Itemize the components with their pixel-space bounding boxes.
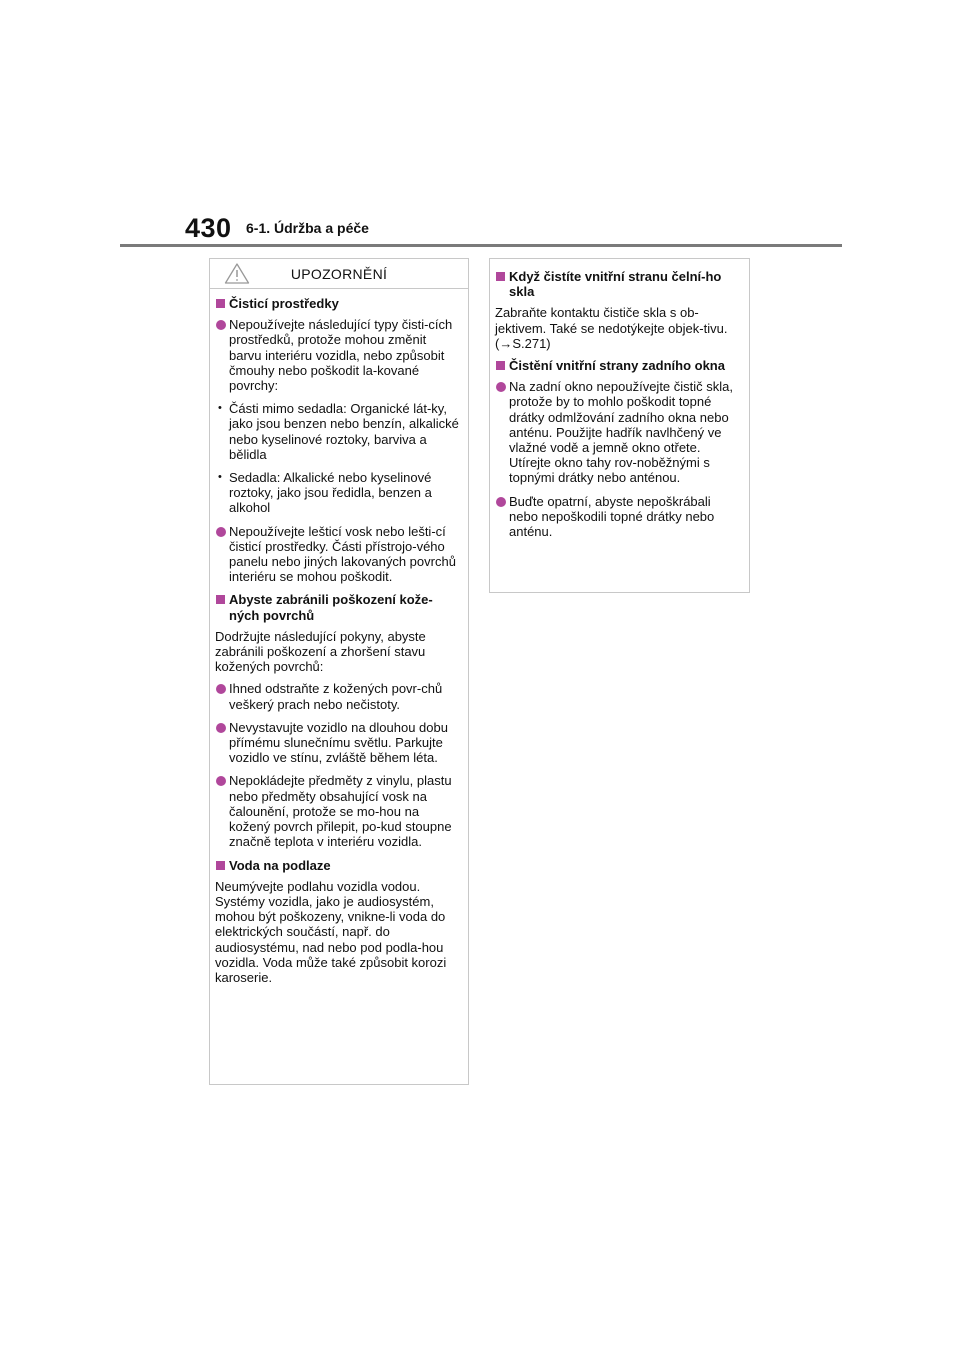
subheading-rear-window: Čistění vnitřní strany zadního okna bbox=[495, 358, 743, 373]
warning-triangle-icon bbox=[224, 262, 250, 285]
list-item: Nepoužívejte následující typy čisti-cích prostředků, protože mohou změnit barvu interiéru vozidla, nebo způsobit čmouhy nebo poškodit la-kované povrchy: bbox=[215, 317, 462, 393]
list-item: Nevystavujte vozidlo na dlouhou dobu přímému slunečnímu světlu. Parkujte vozidlo ve stínu, zvláště během léta. bbox=[215, 720, 462, 766]
warning-box-continued bbox=[489, 258, 750, 593]
section-title: 6-1. Údržba a péče bbox=[246, 220, 369, 236]
list-item: Buďte opatrní, abyste nepoškrábali nebo nepoškodili topné drátky nebo anténu. bbox=[495, 494, 743, 540]
subheading-leather: Abyste zabránili poškození kože-ných povrchů bbox=[215, 592, 462, 622]
warning-box bbox=[209, 258, 469, 1085]
warning-content bbox=[210, 289, 468, 985]
header-rule bbox=[120, 244, 842, 247]
list-item: Nepokládejte předměty z vinylu, plastu nebo předměty obsahující vosk na čalounění, protože se mo-hou na kožený povrch přilepit, po-kud stoupne značně teplota v interiéru vozidla. bbox=[215, 773, 462, 849]
subheading-windshield: Když čistíte vnitřní stranu čelní-ho skla bbox=[495, 269, 743, 299]
paragraph: Zabraňte kontaktu čističe skla s ob-jektivem. Také se nedotýkejte objek-tivu. (→S.271) bbox=[495, 305, 728, 351]
subheading-floor-water: Voda na podlaze bbox=[215, 858, 462, 873]
page-number: 430 bbox=[185, 213, 232, 243]
list-item: • Sedadla: Alkalické nebo kyselinové roztoky, jako jsou ředidla, benzen a alkohol bbox=[215, 470, 462, 516]
paragraph: Neumývejte podlahu vozidla vodou. Systémy vozidla, jako je audiosystém, mohou být poškozeny, vnikne-li voda do elektrických součástí, např. do audiosystému, nad nebo pod podla-hou vozidla. Voda může také způsobit korozi karoserie. bbox=[215, 878, 447, 985]
list-item: Nepoužívejte lešticí vosk nebo lešti-cí čisticí prostředky. Části přístrojo-vého panelu nebo jiných lakovaných povrchů interiéru se mohou poškodit. bbox=[215, 524, 462, 585]
list-item: Ihned odstraňte z kožených povr-chů veškerý prach nebo nečistoty. bbox=[215, 681, 462, 711]
paragraph: Dodržujte následující pokyny, abyste zabránili poškození a zhoršení stavu kožených povrchů: bbox=[215, 628, 426, 675]
list-item: • Části mimo sedadla: Organické lát-ky, jako jsou benzen nebo benzín, alkalické nebo kyselinové roztoky, barviva a bělidla bbox=[215, 401, 462, 462]
subheading-cleaning-agents: Čisticí prostředky bbox=[215, 296, 462, 311]
warning-header bbox=[210, 259, 468, 289]
warning-content-continued bbox=[490, 259, 749, 539]
warning-title: UPOZORNĚNÍ bbox=[290, 265, 388, 282]
list-item: Na zadní okno nepoužívejte čistič skla, protože by to mohlo poškodit topné drátky odmlžování zadního okna nebo anténu. Použijte hadřík navlhčený ve vlažné vodě a jemně okno otřete. Utírejte okno tahy rov-noběžnými s topnými drátky nebo anténou. bbox=[495, 379, 743, 485]
